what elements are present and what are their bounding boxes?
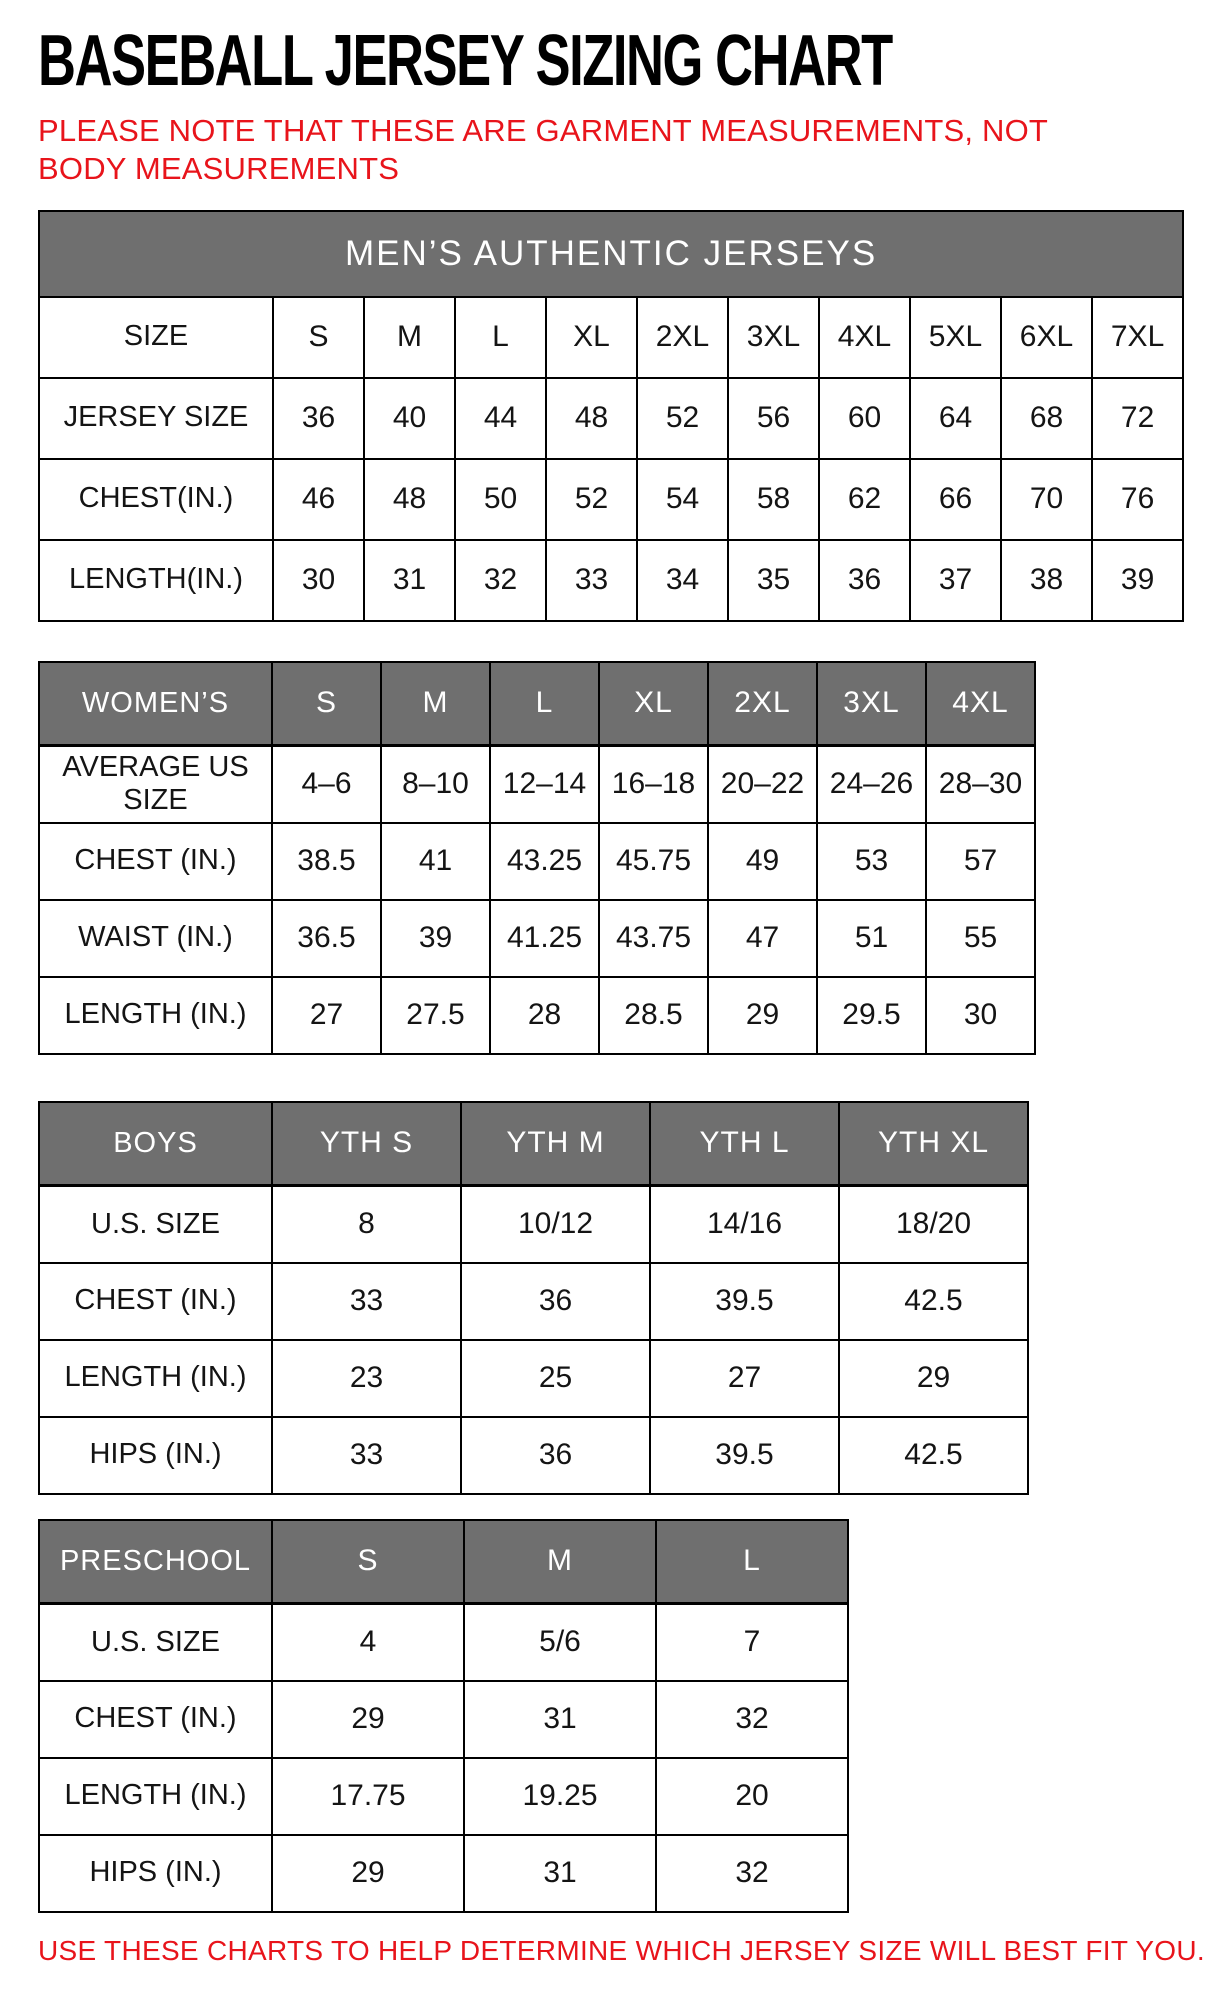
table-cell: 24–26 xyxy=(817,746,926,823)
table-cell: 29 xyxy=(708,977,817,1054)
table-cell: 32 xyxy=(656,1681,848,1758)
mens-authentic-jerseys-table xyxy=(38,210,1184,622)
header-cell: XL xyxy=(546,297,637,378)
table-cell: 39 xyxy=(1092,540,1183,621)
table-cell: 38 xyxy=(1001,540,1092,621)
table-cell: 29 xyxy=(839,1340,1028,1417)
table-row xyxy=(39,459,1183,540)
table-cell: 43.75 xyxy=(599,900,708,977)
row-label: JERSEY SIZE xyxy=(39,378,273,459)
table-cell: 58 xyxy=(728,459,819,540)
table-cell: 32 xyxy=(656,1835,848,1912)
table-cell: 39 xyxy=(381,900,490,977)
header-cell: 5XL xyxy=(910,297,1001,378)
row-label: CHEST (IN.) xyxy=(39,1263,272,1340)
table-cell: 23 xyxy=(272,1340,461,1417)
table-cell: 32 xyxy=(455,540,546,621)
table-cell: 48 xyxy=(364,459,455,540)
row-label: U.S. SIZE xyxy=(39,1604,272,1681)
table-cell: 41 xyxy=(381,823,490,900)
table-row xyxy=(39,1186,1028,1263)
header-cell: 3XL xyxy=(817,662,926,746)
table-cell: 76 xyxy=(1092,459,1183,540)
table-cell: 55 xyxy=(926,900,1035,977)
table-cell: 45.75 xyxy=(599,823,708,900)
header-cell: M xyxy=(381,662,490,746)
preschool-table xyxy=(38,1519,849,1913)
boys-header-row xyxy=(39,1102,1028,1186)
table-cell: 42.5 xyxy=(839,1417,1028,1494)
row-label: LENGTH (IN.) xyxy=(39,1340,272,1417)
table-row xyxy=(39,977,1035,1054)
table-row xyxy=(39,1340,1028,1417)
page-title-wrap xyxy=(38,21,1220,101)
row-label: LENGTH(IN.) xyxy=(39,540,273,621)
header-cell: L xyxy=(455,297,546,378)
table-cell: 70 xyxy=(1001,459,1092,540)
table-cell: 27 xyxy=(272,977,381,1054)
table-cell: 27 xyxy=(650,1340,839,1417)
header-cell: YTH XL xyxy=(839,1102,1028,1186)
table-cell: 18/20 xyxy=(839,1186,1028,1263)
table-cell: 29 xyxy=(272,1835,464,1912)
preschool-header-row xyxy=(39,1520,848,1604)
table-cell: 14/16 xyxy=(650,1186,839,1263)
table-cell: 50 xyxy=(455,459,546,540)
table-cell: 72 xyxy=(1092,378,1183,459)
boys-table xyxy=(38,1101,1029,1495)
header-cell: M xyxy=(464,1520,656,1604)
header-cell: S xyxy=(272,662,381,746)
table-row xyxy=(39,823,1035,900)
row-label: U.S. SIZE xyxy=(39,1186,272,1263)
table-row xyxy=(39,1835,848,1912)
table-cell: 20 xyxy=(656,1758,848,1835)
row-label: CHEST (IN.) xyxy=(39,1681,272,1758)
row-label: CHEST (IN.) xyxy=(39,823,272,900)
table-cell: 60 xyxy=(819,378,910,459)
table-row xyxy=(39,1758,848,1835)
table-cell: 37 xyxy=(910,540,1001,621)
table-cell: 47 xyxy=(708,900,817,977)
header-cell: 3XL xyxy=(728,297,819,378)
table-cell: 39.5 xyxy=(650,1263,839,1340)
table-row xyxy=(39,900,1035,977)
table-cell: 36 xyxy=(461,1417,650,1494)
table-row xyxy=(39,1681,848,1758)
table-cell: 4–6 xyxy=(272,746,381,823)
header-cell: YTH L xyxy=(650,1102,839,1186)
header-cell: 7XL xyxy=(1092,297,1183,378)
table-cell: 54 xyxy=(637,459,728,540)
table-cell: 20–22 xyxy=(708,746,817,823)
row-label: AVERAGE US SIZE xyxy=(39,746,272,823)
table-cell: 28–30 xyxy=(926,746,1035,823)
row-label: LENGTH (IN.) xyxy=(39,1758,272,1835)
header-cell: 2XL xyxy=(708,662,817,746)
table-cell: 8 xyxy=(272,1186,461,1263)
header-cell: YTH S xyxy=(272,1102,461,1186)
table-row xyxy=(39,746,1035,823)
table-cell: 7 xyxy=(656,1604,848,1681)
table-row xyxy=(39,540,1183,621)
header-cell: YTH M xyxy=(461,1102,650,1186)
mens-size-header-row xyxy=(39,297,1183,378)
header-cell: 6XL xyxy=(1001,297,1092,378)
table-cell: 29 xyxy=(272,1681,464,1758)
table-cell: 64 xyxy=(910,378,1001,459)
table-cell: 62 xyxy=(819,459,910,540)
table-cell: 36 xyxy=(461,1263,650,1340)
table-cell: 41.25 xyxy=(490,900,599,977)
page-title: BASEBALL JERSEY SIZING CHART xyxy=(38,21,892,101)
header-cell: XL xyxy=(599,662,708,746)
womens-header-row xyxy=(39,662,1035,746)
table-cell: 36 xyxy=(819,540,910,621)
table-cell: 27.5 xyxy=(381,977,490,1054)
row-label: HIPS (IN.) xyxy=(39,1417,272,1494)
table-cell: 30 xyxy=(273,540,364,621)
table-cell: 57 xyxy=(926,823,1035,900)
table-cell: 30 xyxy=(926,977,1035,1054)
header-cell: S xyxy=(273,297,364,378)
table-cell: 56 xyxy=(728,378,819,459)
footer-note: USE THESE CHARTS TO HELP DETERMINE WHICH JERSEY SIZE WILL BEST FIT YOU. xyxy=(38,1934,1205,1966)
table-cell: 31 xyxy=(364,540,455,621)
table-cell: 35 xyxy=(728,540,819,621)
header-cell: S xyxy=(272,1520,464,1604)
table-cell: 33 xyxy=(546,540,637,621)
table-cell: 17.75 xyxy=(272,1758,464,1835)
table-cell: 8–10 xyxy=(381,746,490,823)
table-cell: 4 xyxy=(272,1604,464,1681)
garment-measurements-note: PLEASE NOTE THAT THESE ARE GARMENT MEASUREMENTS, NOT BODY MEASUREMENTS xyxy=(38,113,1048,186)
row-label: SIZE xyxy=(39,297,273,378)
header-cell: 4XL xyxy=(926,662,1035,746)
table-cell: 19.25 xyxy=(464,1758,656,1835)
table-cell: 25 xyxy=(461,1340,650,1417)
table-row xyxy=(39,378,1183,459)
row-label: CHEST(IN.) xyxy=(39,459,273,540)
table-cell: 46 xyxy=(273,459,364,540)
table-cell: 28.5 xyxy=(599,977,708,1054)
table-cell: 16–18 xyxy=(599,746,708,823)
table-cell: 52 xyxy=(637,378,728,459)
table-cell: 68 xyxy=(1001,378,1092,459)
table-cell: 34 xyxy=(637,540,728,621)
row-label: BOYS xyxy=(39,1102,272,1186)
mens-table-title: MEN’S AUTHENTIC JERSEYS xyxy=(39,211,1183,297)
table-cell: 10/12 xyxy=(461,1186,650,1263)
header-cell: 4XL xyxy=(819,297,910,378)
table-cell: 38.5 xyxy=(272,823,381,900)
table-cell: 44 xyxy=(455,378,546,459)
table-cell: 36.5 xyxy=(272,900,381,977)
table-cell: 33 xyxy=(272,1263,461,1340)
table-cell: 49 xyxy=(708,823,817,900)
row-label: WAIST (IN.) xyxy=(39,900,272,977)
table-cell: 29.5 xyxy=(817,977,926,1054)
table-cell: 52 xyxy=(546,459,637,540)
table-cell: 31 xyxy=(464,1681,656,1758)
table-cell: 39.5 xyxy=(650,1417,839,1494)
table-cell: 33 xyxy=(272,1417,461,1494)
table-cell: 53 xyxy=(817,823,926,900)
table-cell: 40 xyxy=(364,378,455,459)
header-cell: L xyxy=(656,1520,848,1604)
womens-table xyxy=(38,661,1036,1055)
row-label: LENGTH (IN.) xyxy=(39,977,272,1054)
mens-table-title-row xyxy=(39,211,1183,297)
row-label: WOMEN’S xyxy=(39,662,272,746)
table-cell: 51 xyxy=(817,900,926,977)
table-cell: 43.25 xyxy=(490,823,599,900)
table-cell: 48 xyxy=(546,378,637,459)
header-cell: 2XL xyxy=(637,297,728,378)
row-label: PRESCHOOL xyxy=(39,1520,272,1604)
row-label: HIPS (IN.) xyxy=(39,1835,272,1912)
table-cell: 66 xyxy=(910,459,1001,540)
table-cell: 12–14 xyxy=(490,746,599,823)
table-cell: 5/6 xyxy=(464,1604,656,1681)
table-cell: 31 xyxy=(464,1835,656,1912)
header-cell: L xyxy=(490,662,599,746)
header-cell: M xyxy=(364,297,455,378)
table-cell: 42.5 xyxy=(839,1263,1028,1340)
table-row xyxy=(39,1417,1028,1494)
table-row xyxy=(39,1604,848,1681)
table-cell: 36 xyxy=(273,378,364,459)
table-cell: 28 xyxy=(490,977,599,1054)
table-row xyxy=(39,1263,1028,1340)
sizing-chart-page xyxy=(0,21,1220,2000)
